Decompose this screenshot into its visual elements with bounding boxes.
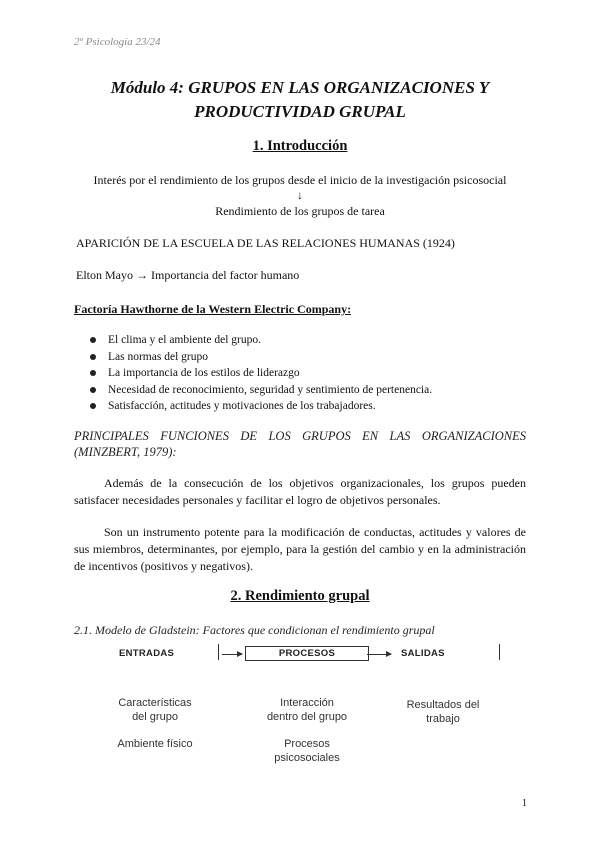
paragraph-instrument: Son un instrumento potente para la modificación de conductas, actitudes y valores de sus miembros, determinantes, por ejemplo, para la gestión del cambio y en la administración de incentivos (positivos y negativos).	[74, 525, 526, 573]
gladstein-model-subheading: 2.1. Modelo de Gladstein: Factores que condicionan el rendimiento grupal	[74, 623, 435, 637]
section-heading-introduction: 1. Introducción	[252, 138, 348, 154]
functions-heading: PRINCIPALES FUNCIONES DE LOS GRUPOS EN LAS ORGANIZACIONES (MINZBERT, 1979):	[74, 429, 526, 459]
process-item: Interacción dentro del grupo	[266, 697, 348, 723]
interest-line: Interés por el rendimiento de los grupos desde el inicio de la investigación psicosocial	[93, 173, 507, 187]
arrow-right-icon	[222, 654, 242, 655]
page-number: 1	[522, 798, 527, 809]
down-arrow-icon: ↓	[297, 188, 303, 202]
input-item: Ambiente físico	[117, 738, 193, 750]
inputs-divider	[218, 644, 219, 660]
title-line-1: Módulo 4: GRUPOS EN LAS ORGANIZACIONES Y	[110, 78, 490, 97]
list-item: Necesidad de reconocimiento, seguridad y sentimiento de pertenencia.	[88, 382, 432, 399]
paragraph-objectives: Además de la consecución de los objetivos organizacionales, los grupos pueden satisfacer necesidades personales y facilitar el logro de objetivos personales.	[74, 476, 526, 507]
list-item: La importancia de los estilos de liderazgo	[88, 365, 432, 382]
section-heading-group-performance: 2. Rendimiento grupal	[230, 588, 370, 604]
hawthorne-heading: Factoría Hawthorne de la Western Electric Company:	[74, 302, 352, 316]
process-label: PROCESOS	[278, 648, 336, 659]
school-line: APARICIÓN DE LA ESCUELA DE LAS RELACIONES HUMANAS (1924)	[76, 236, 455, 250]
outputs-label: SALIDAS	[401, 648, 445, 659]
gladstein-diagram	[95, 638, 505, 766]
performance-line: Rendimiento de los grupos de tarea	[215, 204, 385, 218]
inputs-label: ENTRADAS	[119, 648, 175, 659]
process-item: Procesos psicosociales	[274, 738, 340, 764]
page-title	[40, 76, 560, 124]
hawthorne-factor-list	[88, 332, 432, 415]
list-item: Satisfacción, actitudes y motivaciones de los trabajadores.	[88, 398, 432, 415]
outputs-divider	[499, 644, 500, 660]
title-line-2: PRODUCTIVIDAD GRUPAL	[194, 102, 406, 121]
output-item: Resultados del trabajo	[406, 699, 480, 725]
header-note: 2º Psicología 23/24	[74, 36, 161, 48]
mayo-line: Elton Mayo → Importancia del factor humano	[76, 268, 300, 282]
arrow-right-icon	[367, 654, 391, 655]
list-item: Las normas del grupo	[88, 349, 432, 366]
input-item: Características del grupo	[118, 697, 192, 723]
list-item: El clima y el ambiente del grupo.	[88, 332, 432, 349]
